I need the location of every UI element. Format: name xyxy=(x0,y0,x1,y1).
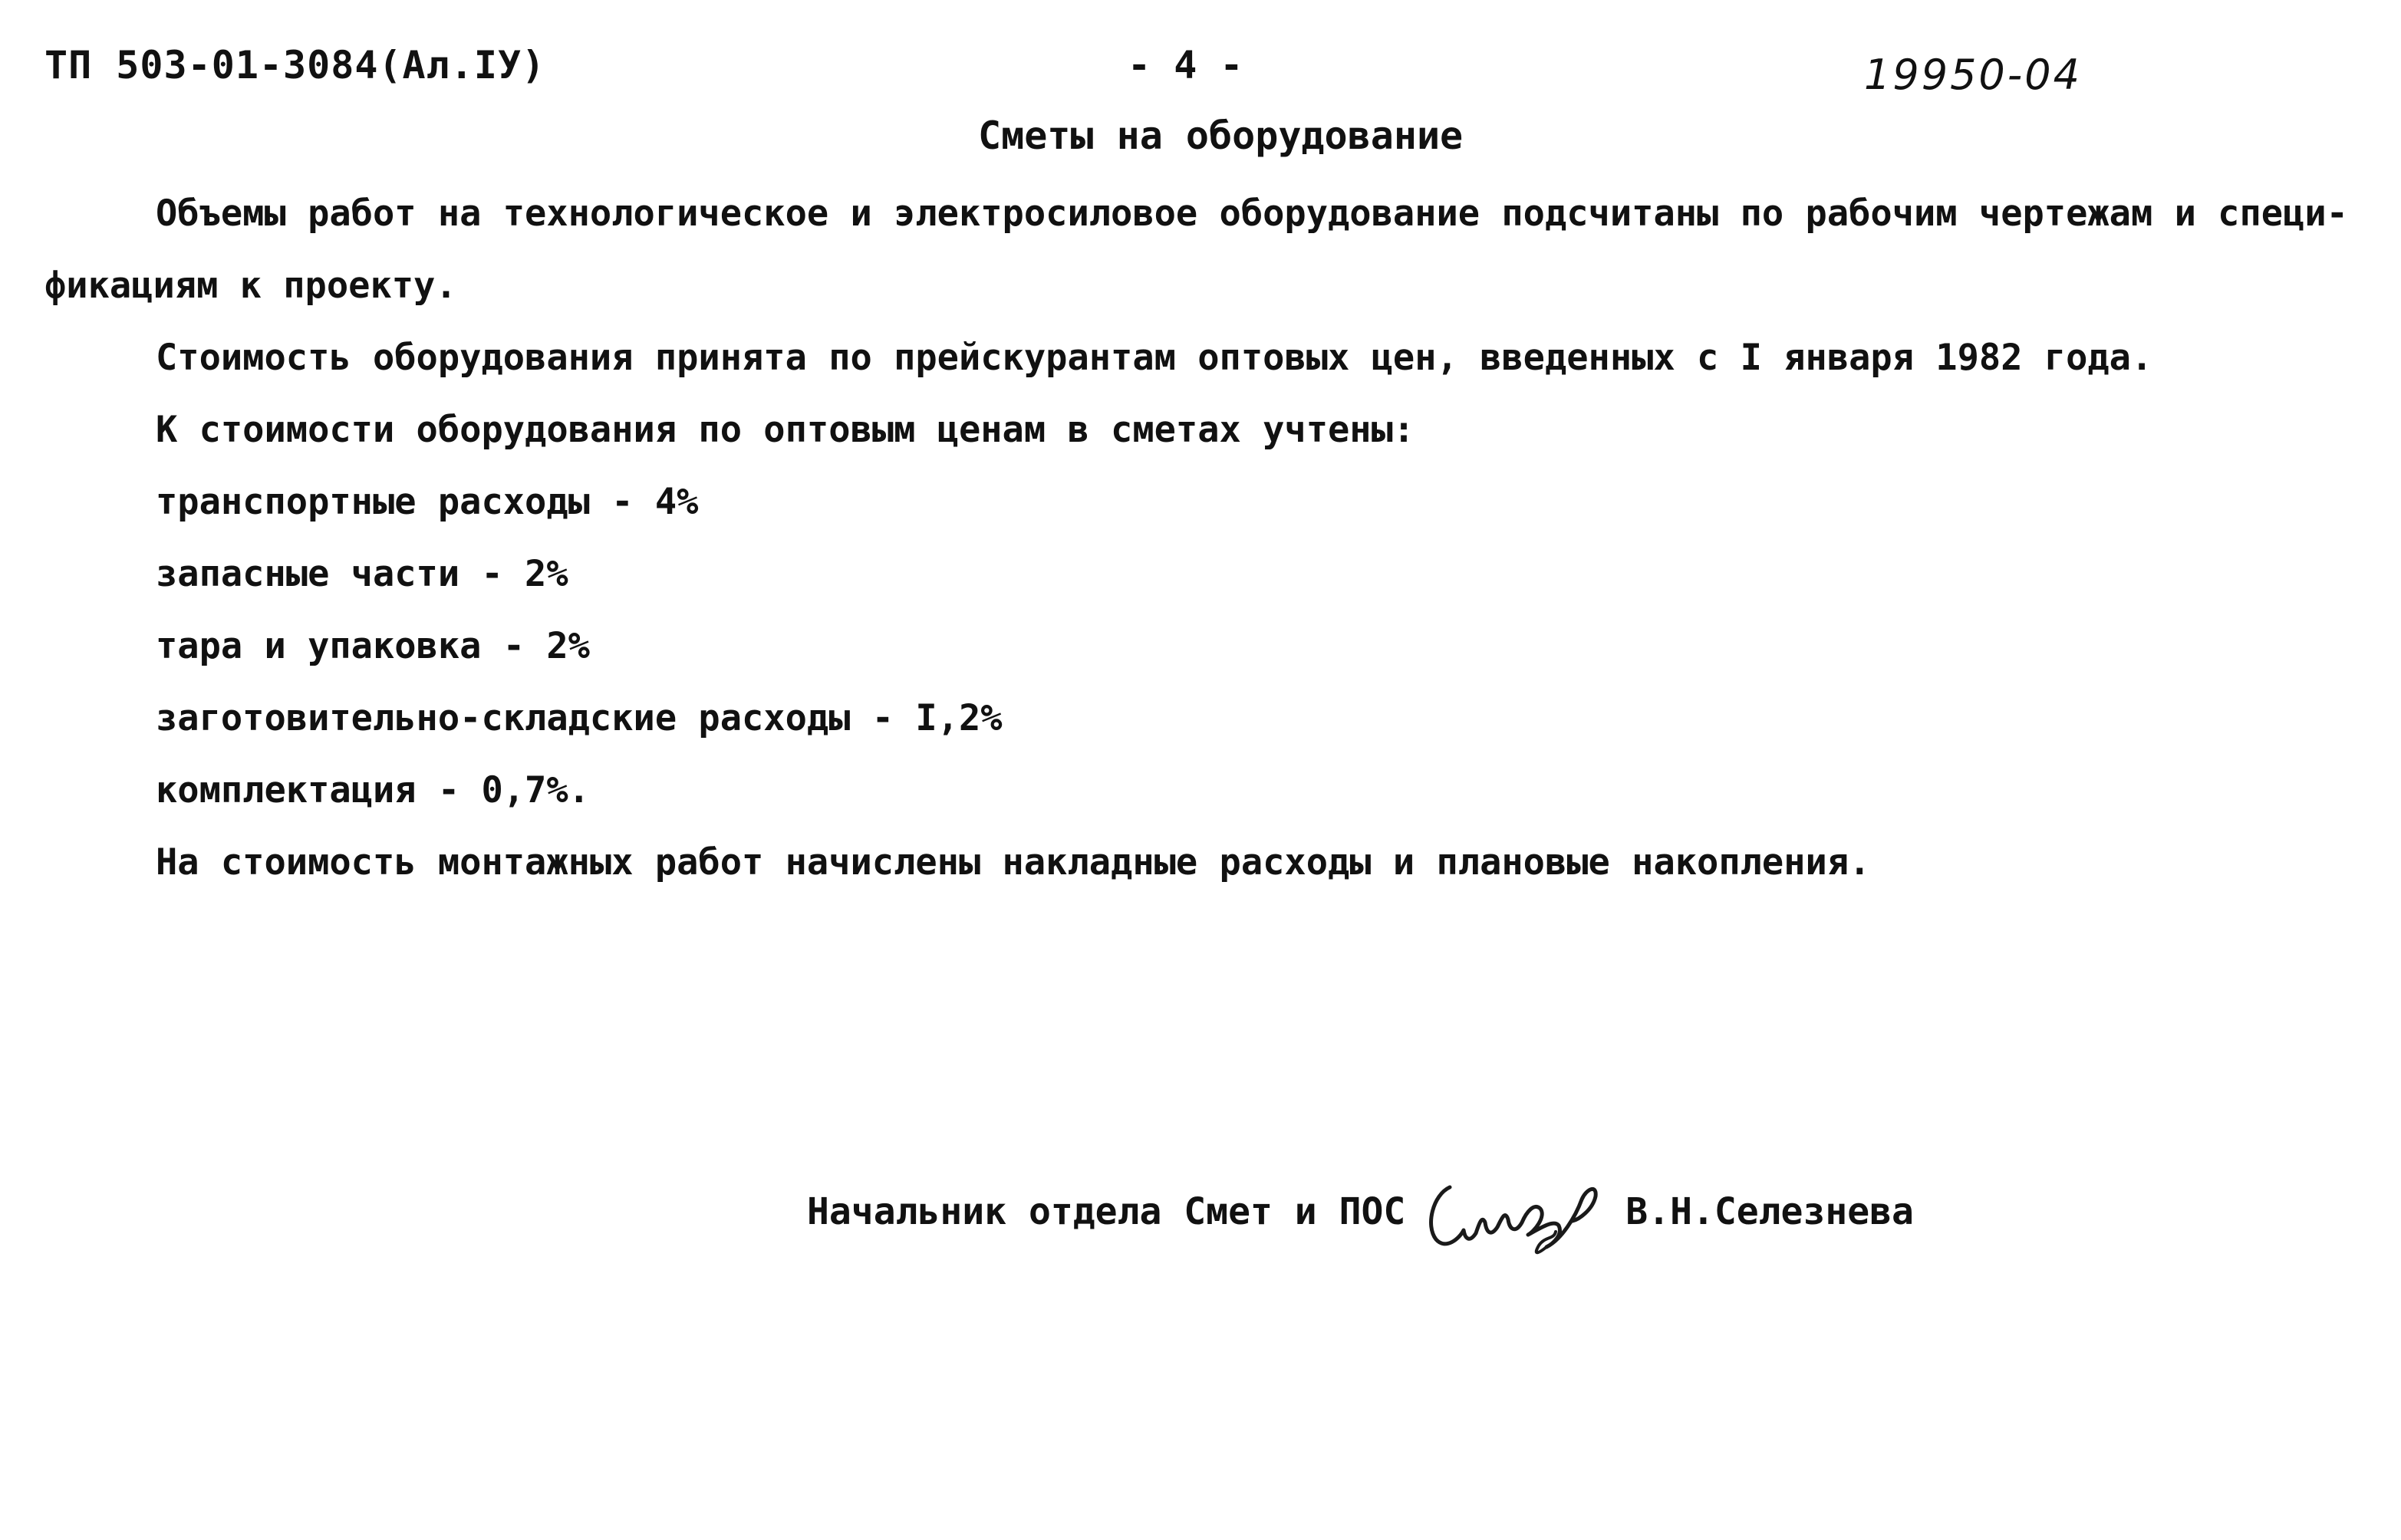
paragraph-overheads: На стоимость монтажных работ начислены накладные расходы и плановые накопления. xyxy=(156,841,1871,884)
signatory-name: В.Н.Селезнева xyxy=(1625,1190,1914,1233)
paragraph-included-costs: К стоимости оборудования по оптовым ценам в сметах учтены: xyxy=(156,409,1415,451)
handwritten-signature xyxy=(1419,1166,1622,1258)
signatory-position: Начальник отдела Смет и ПОС xyxy=(807,1190,1406,1233)
list-item-spare-parts: запасные части - 2% xyxy=(156,553,568,595)
page-number: - 4 - xyxy=(1128,43,1243,87)
list-item-completion: комплектация - 0,7%. xyxy=(156,769,590,811)
archive-number: 19950-04 xyxy=(1864,51,2082,99)
page-title: Сметы на оборудование xyxy=(978,114,1464,158)
signature-block xyxy=(807,1166,1914,1258)
paragraph-volumes-line-2: фикациям к проекту. xyxy=(44,265,457,307)
list-item-packaging: тара и упаковка - 2% xyxy=(156,625,590,667)
document-code: ТП 503-01-3084(Ал.IУ) xyxy=(44,43,546,87)
body-text xyxy=(0,178,2401,899)
list-item-transport: транспортные расходы - 4% xyxy=(156,481,699,523)
paragraph-pricing: Стоимость оборудования принята по прейскурантам оптовых цен, введенных с I января 1982 года. xyxy=(156,337,2153,379)
list-item-warehouse: заготовительно-складские расходы - I,2% xyxy=(156,697,1003,739)
paragraph-volumes-line-1: Объемы работ на технологическое и электросиловое оборудование подсчитаны по рабочим чертежам и специ- xyxy=(156,192,2348,235)
